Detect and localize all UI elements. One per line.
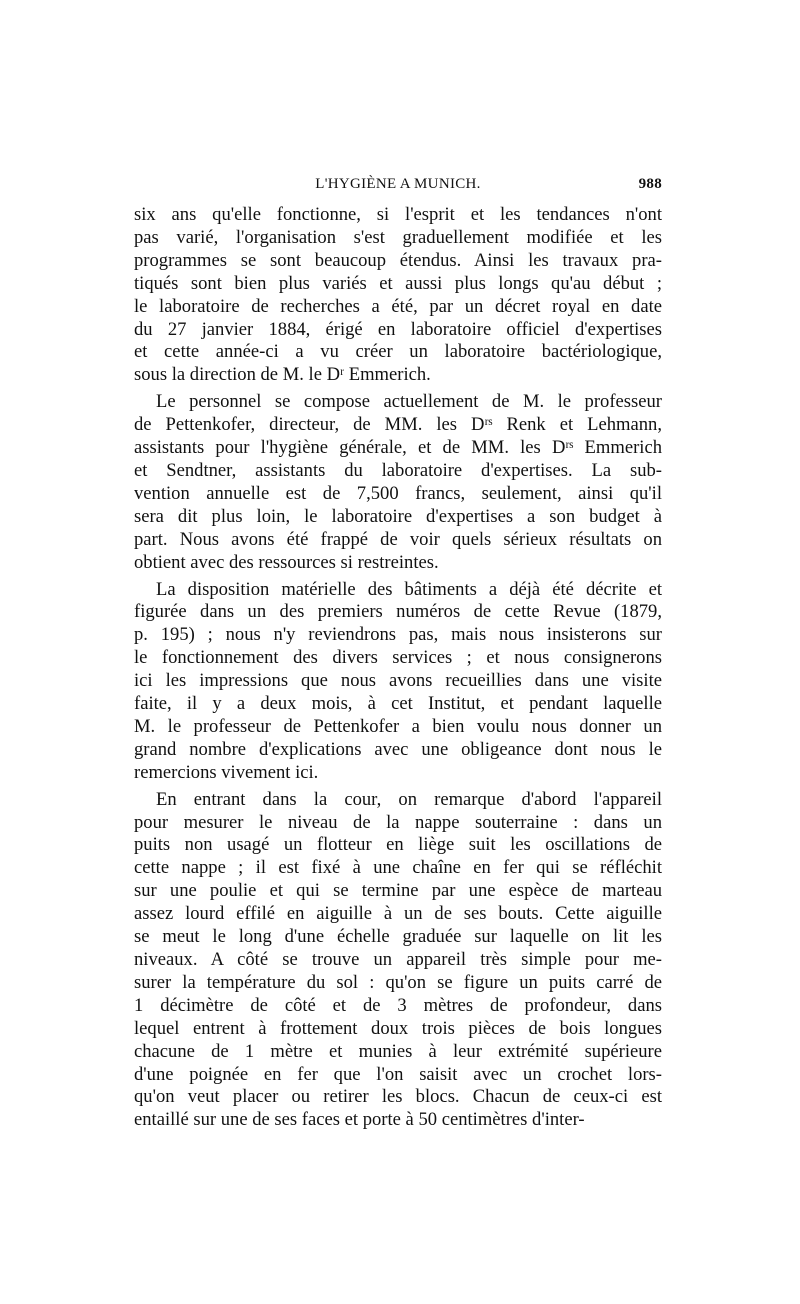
text-line: de Pettenkofer, directeur, de MM. les Dʳˢ Renk et Lehmann, [134, 414, 662, 436]
text-line: chacune de 1 mètre et munies à leur extrémité supérieure [134, 1040, 662, 1062]
text-line: cette nappe ; il est fixé à une chaîne en fer qui se réfléchit [134, 857, 662, 879]
text-line: surer la température du sol : qu'on se figure un puits carré de [134, 971, 662, 993]
text-line: vention annuelle est de 7,500 francs, seulement, ainsi qu'il [134, 482, 662, 504]
text-line: faite, il y a deux mois, à cet Institut, et pendant laquelle [134, 693, 662, 715]
text-line: La disposition matérielle des bâtiments a déjà été décrite et [156, 578, 662, 600]
text-line: qu'on veut placer ou retirer les blocs. Chacun de ceux-ci est [134, 1086, 662, 1108]
text-line: assez lourd effilé en aiguille à un de ses bouts. Cette aiguille [134, 903, 662, 925]
paragraph [134, 391, 662, 574]
page-number: 988 [638, 176, 662, 192]
document-page [134, 176, 662, 1132]
running-head [134, 176, 662, 200]
text-line: pas varié, l'organisation s'est graduellement modifiée et les [134, 226, 662, 248]
text-line: obtient avec des ressources si restreintes. [134, 551, 439, 573]
text-line: niveaux. A côté se trouve un appareil très simple pour me- [134, 949, 662, 970]
text-line: puits non usagé un flotteur en liège suit les oscillations de [134, 834, 662, 856]
text-line: En entrant dans la cour, on remarque d'abord l'appareil [156, 788, 662, 810]
text-line: se meut le long d'une échelle graduée sur laquelle on lit les [134, 926, 662, 948]
text-line: lequel entrent à frottement doux trois pièces de bois longues [134, 1017, 662, 1039]
text-line: Le personnel se compose actuellement de M. le professeur [156, 391, 662, 413]
text-line: pour mesurer le niveau de la nappe souterraine : dans un [134, 811, 662, 833]
text-line: six ans qu'elle fonctionne, si l'esprit et les tendances n'ont [134, 204, 662, 225]
text-line: M. le professeur de Pettenkofer a bien voulu nous donner un [134, 715, 662, 737]
text-line: ici les impressions que nous avons recueillies dans une visite [134, 670, 662, 692]
text-line: figurée dans un des premiers numéros de cette Revue (1879, [134, 601, 662, 623]
text-line: d'une poignée en fer que l'on saisit avec un crochet lors- [134, 1063, 662, 1085]
text-line: remercions vivement ici. [134, 761, 319, 783]
text-line: programmes se sont beaucoup étendus. Ainsi les travaux pra- [134, 249, 662, 271]
paragraph [134, 579, 662, 785]
text-line: du 27 janvier 1884, érigé en laboratoire officiel d'expertises [134, 318, 662, 340]
text-line: tiqués sont bien plus variés et aussi plus longs qu'au début ; [134, 272, 662, 294]
text-line: assistants pour l'hygiène générale, et de MM. les Dʳˢ Emmerich [134, 437, 662, 459]
text-line: et Sendtner, assistants du laboratoire d'expertises. La sub- [134, 459, 662, 481]
text-line: p. 195) ; nous n'y reviendrons pas, mais nous insisterons sur [134, 624, 662, 646]
body-text [134, 204, 662, 1132]
text-line: sur une poulie et qui se termine par une espèce de marteau [134, 880, 662, 902]
running-title: L'HYGIÈNE A MUNICH. [315, 176, 481, 192]
text-line: le fonctionnement des divers services ; et nous consignerons [134, 647, 662, 669]
text-line: sera dit plus loin, le laboratoire d'expertises a son budget à [134, 505, 662, 527]
text-line: part. Nous avons été frappé de voir quels sérieux résultats on [134, 528, 662, 550]
text-line: entaillé sur une de ses faces et porte à 50 centimètres d'inter- [134, 1109, 585, 1131]
text-line: et cette année-ci a vu créer un laboratoire bactériologique, [134, 341, 662, 363]
text-line: le laboratoire de recherches a été, par un décret royal en date [134, 295, 662, 317]
text-line: 1 décimètre de côté et de 3 mètres de profondeur, dans [134, 994, 662, 1016]
paragraph [134, 789, 662, 1133]
text-line: grand nombre d'explications avec une obligeance dont nous le [134, 738, 662, 760]
paragraph [134, 204, 662, 387]
text-line: sous la direction de M. le Dʳ Emmerich. [134, 364, 431, 386]
